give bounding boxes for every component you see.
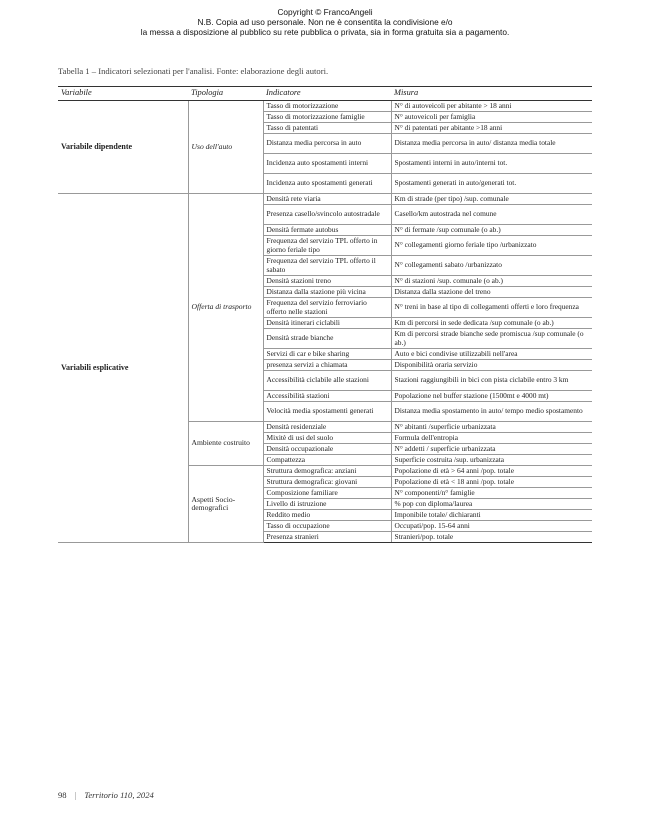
misura-cell: Occupati/pop. 15-64 anni — [391, 521, 592, 532]
misura-cell: Imponibile totale/ dichiaranti — [391, 510, 592, 521]
misura-cell: Popolazione di età < 18 anni /pop. totale — [391, 477, 592, 488]
indicatore-cell: Densità stazioni treno — [263, 276, 391, 287]
misura-cell: Spostamenti generati in auto/generati tot. — [391, 174, 592, 194]
indicatore-cell: Tasso di patentati — [263, 123, 391, 134]
tipologia-cell: Offerta di trasporto — [188, 194, 263, 422]
copyright-line-3: la messa a disposizione al pubblico su rete pubblica o privata, sia in forma gratuita sia a pagamento. — [140, 27, 510, 37]
misura-cell: Distanza dalla stazione del treno — [391, 287, 592, 298]
misura-cell: N° di fermate /sup comunale (o ab.) — [391, 225, 592, 236]
misura-cell: Stazioni raggiungibili in bici con pista ciclabile entro 3 km — [391, 371, 592, 391]
indicatore-cell: Presenza casello/svincolo autostradale — [263, 205, 391, 225]
indicatore-cell: Composizione familiare — [263, 488, 391, 499]
indicatore-cell: Livello di istruzione — [263, 499, 391, 510]
footer-separator: | — [74, 790, 77, 800]
tipologia-cell: Aspetti Socio-demografici — [188, 466, 263, 543]
indicatore-cell: Densità strade bianche — [263, 329, 391, 349]
indicators-table — [58, 86, 592, 543]
indicatore-cell: Velocità media spostamenti generati — [263, 402, 391, 422]
variabile-cell: Variabile dipendente — [58, 101, 188, 194]
table-header-row — [58, 87, 592, 101]
table-row — [58, 101, 592, 112]
misura-cell: N° componenti/n° famiglie — [391, 488, 592, 499]
misura-cell: Popolazione di età > 64 anni /pop. totale — [391, 466, 592, 477]
misura-cell: Km di strade (per tipo) /sup. comunale — [391, 194, 592, 205]
indicatore-cell: Densità occupazionale — [263, 444, 391, 455]
misura-cell: N° di stazioni /sup. comunale (o ab.) — [391, 276, 592, 287]
misura-cell: Spostamenti interni in auto/interni tot. — [391, 154, 592, 174]
misura-cell: Km di percorsi strade bianche sede promiscua /sup comunale (o ab.) — [391, 329, 592, 349]
indicatore-cell: Densità itinerari ciclabili — [263, 318, 391, 329]
header-tipologia: Tipologia — [188, 87, 263, 101]
misura-cell: N° collegamenti sabato /urbanizzato — [391, 256, 592, 276]
misura-cell: Popolazione nel buffer stazione (1500mt e 4000 mt) — [391, 391, 592, 402]
misura-cell: Stranieri/pop. totale — [391, 532, 592, 543]
indicatore-cell: Accessibilità ciclabile alle stazioni — [263, 371, 391, 391]
tipologia-cell: Ambiente costruito — [188, 422, 263, 466]
indicatore-cell: Incidenza auto spostamenti interni — [263, 154, 391, 174]
indicatore-cell: Struttura demografica: giovani — [263, 477, 391, 488]
indicatore-cell: Frequenza del servizio ferroviario offerto nelle stazioni — [263, 298, 391, 318]
misura-cell: Superficie costruita /sup. urbanizzata — [391, 455, 592, 466]
header-variabile: Variabile — [58, 87, 188, 101]
misura-cell: Formula dell'entropia — [391, 433, 592, 444]
misura-cell: Distanza media spostamento in auto/ tempo medio spostamento — [391, 402, 592, 422]
indicatore-cell: Servizi di car e bike sharing — [263, 349, 391, 360]
indicatore-cell: Distanza media percorsa in auto — [263, 134, 391, 154]
indicatore-cell: Reddito medio — [263, 510, 391, 521]
indicatore-cell: Densità fermate autobus — [263, 225, 391, 236]
misura-cell: Distanza media percorsa in auto/ distanza media totale — [391, 134, 592, 154]
indicatore-cell: Compattezza — [263, 455, 391, 466]
indicatore-cell: Frequenza del servizio TPL offerto in giorno feriale tipo — [263, 236, 391, 256]
header-misura: Misura — [391, 87, 592, 101]
misura-cell: % pop con diploma/laurea — [391, 499, 592, 510]
misura-cell: N° addetti / superficie urbanizzata — [391, 444, 592, 455]
indicatore-cell: Distanza dalla stazione più vicina — [263, 287, 391, 298]
variabile-cell: Variabili esplicative — [58, 194, 188, 543]
indicatore-cell: Tasso di motorizzazione famiglie — [263, 112, 391, 123]
table-body — [58, 101, 592, 543]
indicatore-cell: Frequenza del servizio TPL offerto il sabato — [263, 256, 391, 276]
misura-cell: N° di autoveicoli per abitante > 18 anni — [391, 101, 592, 112]
indicatore-cell: Incidenza auto spostamenti generati — [263, 174, 391, 194]
misura-cell: N° abitanti /superficie urbanizzata — [391, 422, 592, 433]
page-footer — [58, 790, 154, 800]
misura-cell: N° collegamenti giorno feriale tipo /urbanizzato — [391, 236, 592, 256]
page-number: 98 — [58, 790, 67, 800]
copyright-line-1: Copyright © FrancoAngeli — [277, 7, 373, 17]
copyright-notice — [0, 7, 650, 37]
indicatore-cell: Tasso di occupazione — [263, 521, 391, 532]
misura-cell: Km di percorsi in sede dedicata /sup comunale (o ab.) — [391, 318, 592, 329]
journal-reference: Territorio 110, 2024 — [84, 790, 154, 800]
table-caption: Tabella 1 – Indicatori selezionati per l'analisi. Fonte: elaborazione degli autori. — [58, 66, 329, 76]
indicatore-cell: Accessibilità stazioni — [263, 391, 391, 402]
indicatore-cell: Densità rete viaria — [263, 194, 391, 205]
indicatore-cell: Struttura demografica: anziani — [263, 466, 391, 477]
indicatore-cell: presenza servizi a chiamata — [263, 360, 391, 371]
misura-cell: Casello/km autostrada nel comune — [391, 205, 592, 225]
misura-cell: N° autoveicoli per famiglia — [391, 112, 592, 123]
indicatore-cell: Presenza stranieri — [263, 532, 391, 543]
indicatore-cell: Densità residenziale — [263, 422, 391, 433]
misura-cell: Auto e bici condivise utilizzabili nell'area — [391, 349, 592, 360]
misura-cell: Disponibilità oraria servizio — [391, 360, 592, 371]
table-row — [58, 194, 592, 205]
misura-cell: N° di patentati per abitante >18 anni — [391, 123, 592, 134]
misura-cell: N° treni in base al tipo di collegamenti offerti e loro frequenza — [391, 298, 592, 318]
indicatore-cell: Mixitè di usi del suolo — [263, 433, 391, 444]
indicatore-cell: Tasso di motorizzazione — [263, 101, 391, 112]
tipologia-cell: Uso dell'auto — [188, 101, 263, 194]
copyright-line-2: N.B. Copia ad uso personale. Non ne è consentita la condivisione e/o — [197, 17, 453, 27]
header-indicatore: Indicatore — [263, 87, 391, 101]
